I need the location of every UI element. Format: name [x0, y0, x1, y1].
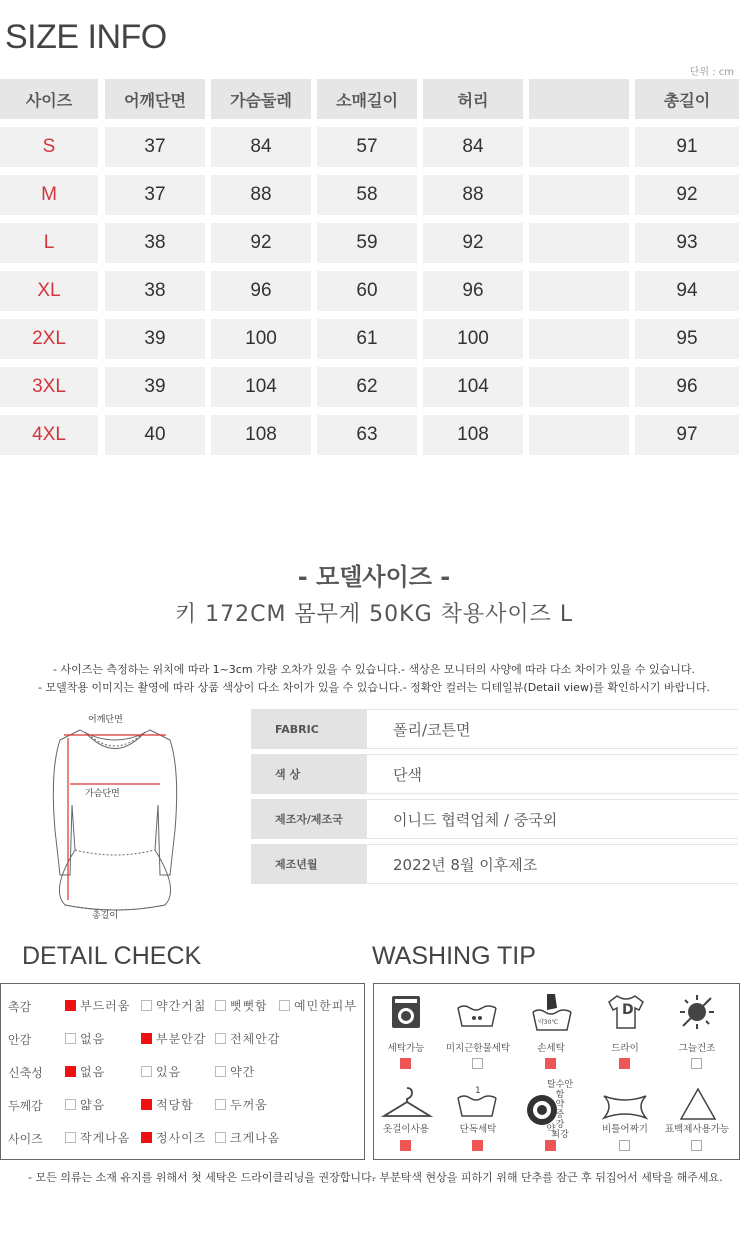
detail-check-option[interactable] — [141, 997, 206, 1014]
size-value: 37 — [105, 175, 205, 215]
detail-check-option[interactable] — [215, 997, 268, 1014]
spin-level: 약 — [555, 1100, 565, 1110]
size-value: 59 — [317, 223, 417, 263]
size-row — [0, 367, 740, 407]
washing-tip-label: 표백제사용가능 — [664, 1124, 730, 1135]
size-value: 108 — [211, 415, 311, 455]
washing-tip-title: WASHING TIP — [372, 942, 536, 970]
size-value: 92 — [211, 223, 311, 263]
washing-tip-checkbox[interactable] — [400, 1140, 411, 1151]
checkbox[interactable] — [65, 1033, 76, 1044]
header-empty — [529, 79, 629, 119]
size-value: 104 — [211, 367, 311, 407]
washing-tip-checkbox[interactable] — [472, 1058, 483, 1069]
detail-check-label: 촉감 — [8, 1000, 32, 1014]
chest-label: 가슴단면 — [85, 789, 120, 799]
size-value: 37 — [105, 127, 205, 167]
detail-check-option[interactable] — [215, 1129, 280, 1146]
header-size: 사이즈 — [0, 79, 98, 119]
size-label: 3XL — [0, 367, 98, 407]
size-value: 96 — [211, 271, 311, 311]
option-label: 부드러움 — [80, 999, 131, 1013]
garment-diagram — [40, 710, 190, 925]
size-value — [529, 319, 629, 359]
detail-check-label: 안감 — [8, 1033, 32, 1047]
checkbox[interactable] — [215, 1066, 226, 1077]
info-key: 색 상 — [251, 754, 367, 794]
length-label: 총길이 — [92, 911, 119, 921]
info-key: 제조자/제조국 — [251, 799, 367, 839]
washing-machine-icon — [386, 992, 426, 1032]
info-value: 이니드 협력업체 / 중국외 — [367, 799, 738, 839]
note-line-1: - 사이즈는 측정하는 위치에 따라 1~3cm 가량 오차가 있을 수 있습니다.- 색상은 모니터의 사양에 따라 다소 차이가 있을 수 있습니다. — [52, 663, 695, 676]
detail-check-label: 신축성 — [8, 1066, 43, 1080]
option-label: 예민한피부 — [294, 999, 357, 1013]
detail-check-option[interactable] — [215, 1030, 280, 1047]
checkbox[interactable] — [65, 1000, 76, 1011]
shade-dry-icon — [677, 992, 717, 1032]
size-value: 58 — [317, 175, 417, 215]
size-label: S — [0, 127, 98, 167]
model-size-title: - 모델사이즈 - — [297, 563, 451, 591]
size-value: 94 — [635, 271, 739, 311]
detail-check-option[interactable] — [141, 1063, 181, 1080]
option-label: 적당함 — [156, 1098, 194, 1112]
detail-check-title: DETAIL CHECK — [22, 942, 202, 970]
separate-num: 1 — [475, 1086, 481, 1096]
detail-check-option[interactable] — [141, 1096, 194, 1113]
detail-check-option[interactable] — [141, 1129, 206, 1146]
detail-check-option[interactable] — [65, 1030, 105, 1047]
size-value: 104 — [423, 367, 523, 407]
size-value: 60 — [317, 271, 417, 311]
washing-tip-box — [373, 983, 740, 1160]
washing-tip-label: 세탁가능 — [387, 1043, 425, 1054]
footer-left-note: - 모든 의류는 소재 유지를 위해서 첫 세탁은 드라이클리닝을 권장합니다. — [28, 1171, 376, 1184]
info-row-maker — [251, 799, 738, 839]
washing-tip-checkbox[interactable] — [619, 1140, 630, 1151]
size-row — [0, 223, 740, 263]
size-value — [529, 271, 629, 311]
option-label: 없음 — [80, 1032, 106, 1046]
info-value: 폴리/코튼면 — [367, 709, 738, 749]
info-value: 2022년 8월 이후제조 — [367, 844, 738, 884]
lukewarm-wash-icon — [454, 998, 500, 1032]
option-label: 뻣뻣함 — [230, 999, 268, 1013]
dry-letter: D — [622, 1002, 634, 1018]
size-info-title: SIZE INFO — [5, 18, 167, 56]
size-value: 40 — [105, 415, 205, 455]
size-value: 91 — [635, 127, 739, 167]
size-value: 96 — [423, 271, 523, 311]
info-row-date — [251, 844, 738, 884]
washing-tip-checkbox[interactable] — [472, 1140, 483, 1151]
info-key: FABRIC — [251, 709, 367, 749]
size-value — [529, 175, 629, 215]
washing-tip-label: 손세탁 — [537, 1043, 565, 1054]
size-value: 84 — [211, 127, 311, 167]
washing-tip-label: 미지근한물세탁 — [445, 1043, 511, 1054]
size-value: 88 — [211, 175, 311, 215]
washing-tip-label: 그늘건조 — [678, 1043, 716, 1054]
detail-check-option[interactable] — [65, 997, 130, 1014]
size-value: 92 — [423, 223, 523, 263]
detail-check-option[interactable] — [279, 997, 357, 1014]
size-label: 2XL — [0, 319, 98, 359]
checkbox[interactable] — [215, 1099, 226, 1110]
option-label: 없음 — [80, 1065, 106, 1079]
size-value: 38 — [105, 271, 205, 311]
unit-label: 단위 : cm — [689, 67, 734, 78]
washing-tip-label: 약 — [546, 1124, 556, 1135]
option-label: 약간 — [230, 1065, 256, 1079]
checkbox[interactable] — [65, 1099, 76, 1110]
size-value: 93 — [635, 223, 739, 263]
spin-level: 강 — [555, 1120, 565, 1130]
option-label: 크게나옴 — [230, 1131, 281, 1145]
option-label: 얇음 — [80, 1098, 106, 1112]
size-value: 61 — [317, 319, 417, 359]
size-value — [529, 127, 629, 167]
detail-check-box — [0, 983, 365, 1160]
size-value: 100 — [423, 319, 523, 359]
washing-tip-checkbox[interactable] — [619, 1058, 630, 1069]
detail-check-option[interactable] — [215, 1063, 255, 1080]
checkbox[interactable] — [141, 1099, 152, 1110]
option-label: 약간거칢 — [156, 999, 207, 1013]
detail-check-option[interactable] — [215, 1096, 268, 1113]
spin-level: 중 — [555, 1110, 565, 1120]
header-shoulder: 어깨단면 — [105, 79, 205, 119]
detail-check-option[interactable] — [65, 1063, 105, 1080]
hanger-icon — [380, 1084, 434, 1120]
info-value: 단색 — [367, 754, 738, 794]
washing-tip-label: 단독세탁 — [459, 1124, 497, 1135]
size-row — [0, 127, 740, 167]
spin-level: 탈수안함 — [546, 1080, 574, 1100]
washing-tip-checkbox[interactable] — [545, 1140, 556, 1151]
washing-tip-checkbox[interactable] — [545, 1058, 556, 1069]
hand-wash-icon — [529, 990, 575, 1034]
size-value: 108 — [423, 415, 523, 455]
header-sleeve: 소매길이 — [317, 79, 417, 119]
checkbox[interactable] — [215, 1132, 226, 1143]
size-value: 88 — [423, 175, 523, 215]
size-value — [529, 223, 629, 263]
size-value — [529, 367, 629, 407]
size-value: 39 — [105, 319, 205, 359]
option-label: 전체안감 — [230, 1032, 281, 1046]
size-value: 92 — [635, 175, 739, 215]
checkbox[interactable] — [141, 1033, 152, 1044]
size-row — [0, 415, 740, 455]
model-size-detail: 키 172CM 몸무게 50KG 착용사이즈 L — [174, 602, 574, 627]
washing-tip-checkbox[interactable] — [691, 1058, 702, 1069]
washing-tip-label: 옷걸이사용 — [383, 1124, 429, 1135]
size-label: M — [0, 175, 98, 215]
detail-check-label: 두께감 — [8, 1099, 43, 1113]
washing-tip-label: 비틀어짜기 — [602, 1124, 648, 1135]
info-row-fabric — [251, 709, 738, 749]
detail-check-option[interactable] — [141, 1030, 206, 1047]
info-row-color — [251, 754, 738, 794]
washing-tip-checkbox[interactable] — [691, 1140, 702, 1151]
header-chest: 가슴둘레 — [211, 79, 311, 119]
option-label: 부분안감 — [156, 1032, 207, 1046]
header-length: 총길이 — [635, 79, 739, 119]
info-key: 제조년월 — [251, 844, 367, 884]
footer-right-note: - 부분탁색 현상을 피하기 위해 단추를 잠근 후 뒤집어서 세탁을 해주세요. — [372, 1171, 723, 1184]
size-value: 62 — [317, 367, 417, 407]
detail-check-label: 사이즈 — [8, 1132, 43, 1146]
size-row — [0, 319, 740, 359]
size-value: 63 — [317, 415, 417, 455]
option-label: 두꺼움 — [230, 1098, 268, 1112]
size-label: L — [0, 223, 98, 263]
size-value: 100 — [211, 319, 311, 359]
bleach-icon — [678, 1086, 718, 1122]
size-table-header — [0, 79, 740, 119]
size-value: 95 — [635, 319, 739, 359]
header-waist: 허리 — [423, 79, 523, 119]
size-value: 38 — [105, 223, 205, 263]
size-row — [0, 175, 740, 215]
checkbox[interactable] — [279, 1000, 290, 1011]
size-label: 4XL — [0, 415, 98, 455]
size-value: 96 — [635, 367, 739, 407]
checkbox[interactable] — [141, 1000, 152, 1011]
wring-icon — [600, 1092, 650, 1122]
washing-tip-label: 드라이 — [611, 1043, 639, 1054]
option-label: 작게나옴 — [80, 1131, 131, 1145]
size-value: 39 — [105, 367, 205, 407]
size-row — [0, 271, 740, 311]
checkbox[interactable] — [141, 1132, 152, 1143]
dress-outline-icon — [40, 710, 190, 925]
size-value — [529, 415, 629, 455]
option-label: 있음 — [156, 1065, 182, 1079]
shoulder-label: 어깨단면 — [88, 715, 123, 725]
note-line-2: - 모델착용 이미지는 촬영에 따라 상품 색상이 다소 차이가 있을 수 있습니다.- 정확안 컬러는 디테일뷰(Detail view)를 확인하시기 바랍니다. — [38, 681, 710, 694]
checkbox[interactable] — [141, 1066, 152, 1077]
size-value: 84 — [423, 127, 523, 167]
wash-temp-label: 약30℃ — [538, 1019, 559, 1026]
size-value: 57 — [317, 127, 417, 167]
checkbox[interactable] — [65, 1132, 76, 1143]
checkbox[interactable] — [215, 1000, 226, 1011]
spin-level: 최강 — [551, 1130, 569, 1140]
detail-check-option[interactable] — [65, 1129, 130, 1146]
checkbox[interactable] — [65, 1066, 76, 1077]
size-label: XL — [0, 271, 98, 311]
checkbox[interactable] — [215, 1033, 226, 1044]
detail-check-option[interactable] — [65, 1096, 105, 1113]
option-label: 정사이즈 — [156, 1131, 207, 1145]
size-value: 97 — [635, 415, 739, 455]
washing-tip-checkbox[interactable] — [400, 1058, 411, 1069]
